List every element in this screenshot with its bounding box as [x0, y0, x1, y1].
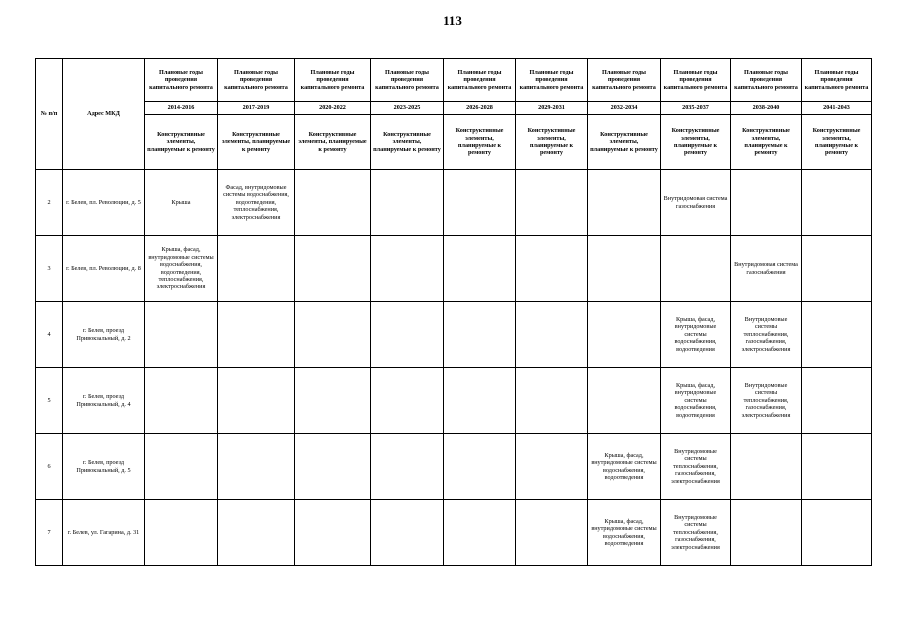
elements-header: Конструктивные элементы, планируемые к ремонту	[218, 115, 295, 170]
row-address: г. Белев, проезд Привокзальный, д. 2	[63, 302, 145, 368]
year-range: 2014-2016	[145, 102, 218, 115]
repair-elements-cell	[145, 434, 218, 500]
repair-elements-cell	[731, 170, 802, 236]
elements-header: Конструктивные элементы, планируемые к ремонту	[295, 115, 371, 170]
repair-elements-cell	[802, 368, 872, 434]
table-body	[36, 170, 872, 566]
repair-elements-cell	[731, 434, 802, 500]
table-row	[36, 434, 872, 500]
table-row	[36, 500, 872, 566]
repair-elements-cell	[371, 500, 444, 566]
repair-elements-cell	[588, 236, 661, 302]
plan-header: Плановые годы проведения капитального ремонта	[588, 59, 661, 102]
repair-elements-cell	[516, 368, 588, 434]
row-number: 7	[36, 500, 63, 566]
repair-elements-cell	[145, 368, 218, 434]
repair-elements-cell: Внутридомовая система газоснабжения	[731, 236, 802, 302]
table-row	[36, 170, 872, 236]
year-range: 2017-2019	[218, 102, 295, 115]
repair-elements-cell	[218, 500, 295, 566]
repair-elements-cell	[802, 500, 872, 566]
elements-header: Конструктивные элементы, планируемые к ремонту	[371, 115, 444, 170]
repair-elements-cell: Крыша, фасад, внутридомовые системы водоснабжения, водоотведения, теплоснабжения, электроснабжения	[145, 236, 218, 302]
row-address: г. Белев, пл. Революции, д. 8	[63, 236, 145, 302]
elements-header: Конструктивные элементы, планируемые к ремонту	[731, 115, 802, 170]
repair-elements-cell	[802, 302, 872, 368]
plan-header: Плановые годы проведения капитального ремонта	[145, 59, 218, 102]
col-header-address: Адрес МКД	[63, 59, 145, 170]
plan-header: Плановые годы проведения капитального ремонта	[802, 59, 872, 102]
repair-elements-cell	[145, 302, 218, 368]
year-range: 2032-2034	[588, 102, 661, 115]
repair-elements-cell	[218, 236, 295, 302]
year-range: 2038-2040	[731, 102, 802, 115]
elements-header: Конструктивные элементы, планируемые к ремонту	[661, 115, 731, 170]
repair-elements-cell: Фасад, внутридомовые системы водоснабжения, водоотведения, теплоснабжения, электроснабжения	[218, 170, 295, 236]
repair-elements-cell: Крыша, фасад, внутридомовые системы водоснабжения, водоотведения	[588, 434, 661, 500]
repair-elements-cell	[516, 302, 588, 368]
row-address: г. Белев, ул. Гагарина, д. 31	[63, 500, 145, 566]
year-range: 2041-2043	[802, 102, 872, 115]
row-number: 4	[36, 302, 63, 368]
repair-elements-cell: Крыша, фасад, внутридомовые системы водоснабжения, водоотведения	[661, 368, 731, 434]
plan-header: Плановые годы проведения капитального ремонта	[295, 59, 371, 102]
repair-elements-cell	[444, 368, 516, 434]
year-range: 2026-2028	[444, 102, 516, 115]
repair-elements-cell	[661, 236, 731, 302]
repair-elements-cell	[444, 434, 516, 500]
year-range: 2020-2022	[295, 102, 371, 115]
repair-elements-cell	[802, 236, 872, 302]
table-row	[36, 368, 872, 434]
repair-elements-cell	[218, 434, 295, 500]
repair-elements-cell	[444, 236, 516, 302]
capital-repair-table	[35, 58, 872, 566]
elements-header: Конструктивные элементы, планируемые к ремонту	[588, 115, 661, 170]
header-row-years	[36, 102, 872, 115]
plan-header: Плановые годы проведения капитального ремонта	[731, 59, 802, 102]
repair-elements-cell	[295, 236, 371, 302]
row-address: г. Белев, проезд Привокзальный, д. 4	[63, 368, 145, 434]
elements-header: Конструктивные элементы, планируемые к ремонту	[802, 115, 872, 170]
plan-header: Плановые годы проведения капитального ремонта	[516, 59, 588, 102]
repair-elements-cell	[145, 500, 218, 566]
repair-elements-cell	[516, 170, 588, 236]
repair-elements-cell	[295, 368, 371, 434]
elements-header: Конструктивные элементы, планируемые к ремонту	[516, 115, 588, 170]
repair-elements-cell: Внутридомовая система газоснабжения	[661, 170, 731, 236]
repair-elements-cell	[444, 500, 516, 566]
repair-elements-cell	[295, 500, 371, 566]
row-address: г. Белев, пл. Революции, д. 5	[63, 170, 145, 236]
repair-elements-cell: Крыша, фасад, внутридомовые системы водоснабжения, водоотведения	[661, 302, 731, 368]
repair-elements-cell	[371, 434, 444, 500]
repair-elements-cell	[295, 170, 371, 236]
repair-elements-cell	[588, 368, 661, 434]
row-number: 5	[36, 368, 63, 434]
row-number: 2	[36, 170, 63, 236]
plan-header: Плановые годы проведения капитального ремонта	[371, 59, 444, 102]
repair-elements-cell	[731, 500, 802, 566]
row-number: 6	[36, 434, 63, 500]
repair-elements-cell: Внутридомовые системы теплоснабжения, газоснабжения, электроснабжения	[661, 500, 731, 566]
repair-elements-cell: Крыша	[145, 170, 218, 236]
col-header-number: № п/п	[36, 59, 63, 170]
repair-elements-cell	[802, 170, 872, 236]
elements-header: Конструктивные элементы, планируемые к ремонту	[145, 115, 218, 170]
repair-elements-cell	[295, 302, 371, 368]
repair-elements-cell	[218, 302, 295, 368]
repair-elements-cell: Внутридомовые системы теплоснабжения, газоснабжения, электроснабжения	[731, 368, 802, 434]
repair-elements-cell	[218, 368, 295, 434]
year-range: 2029-2031	[516, 102, 588, 115]
repair-elements-cell	[516, 500, 588, 566]
repair-elements-cell	[371, 236, 444, 302]
repair-elements-cell	[371, 170, 444, 236]
repair-elements-cell: Внутридомовые системы теплоснабжения, газоснабжения, электроснабжения	[731, 302, 802, 368]
repair-elements-cell: Внутридомовые системы теплоснабжения, газоснабжения, электроснабжения	[661, 434, 731, 500]
page-number: 113	[443, 13, 462, 28]
repair-elements-cell	[371, 368, 444, 434]
header-row-elements	[36, 115, 872, 170]
repair-elements-cell	[516, 434, 588, 500]
plan-header: Плановые годы проведения капитального ремонта	[444, 59, 516, 102]
repair-elements-cell	[802, 434, 872, 500]
header-row-plan	[36, 59, 872, 102]
plan-header: Плановые годы проведения капитального ремонта	[218, 59, 295, 102]
repair-elements-cell	[295, 434, 371, 500]
repair-elements-cell	[444, 170, 516, 236]
repair-elements-cell	[588, 170, 661, 236]
year-range: 2023-2025	[371, 102, 444, 115]
repair-elements-cell: Крыша, фасад, внутридомовые системы водоснабжения, водоотведения	[588, 500, 661, 566]
table-row	[36, 302, 872, 368]
repair-elements-cell	[516, 236, 588, 302]
plan-header: Плановые годы проведения капитального ремонта	[661, 59, 731, 102]
table-row	[36, 236, 872, 302]
elements-header: Конструктивные элементы, планируемые к ремонту	[444, 115, 516, 170]
repair-elements-cell	[444, 302, 516, 368]
year-range: 2035-2037	[661, 102, 731, 115]
row-number: 3	[36, 236, 63, 302]
row-address: г. Белев, проезд Привокзальный, д. 5	[63, 434, 145, 500]
repair-elements-cell	[371, 302, 444, 368]
repair-elements-cell	[588, 302, 661, 368]
